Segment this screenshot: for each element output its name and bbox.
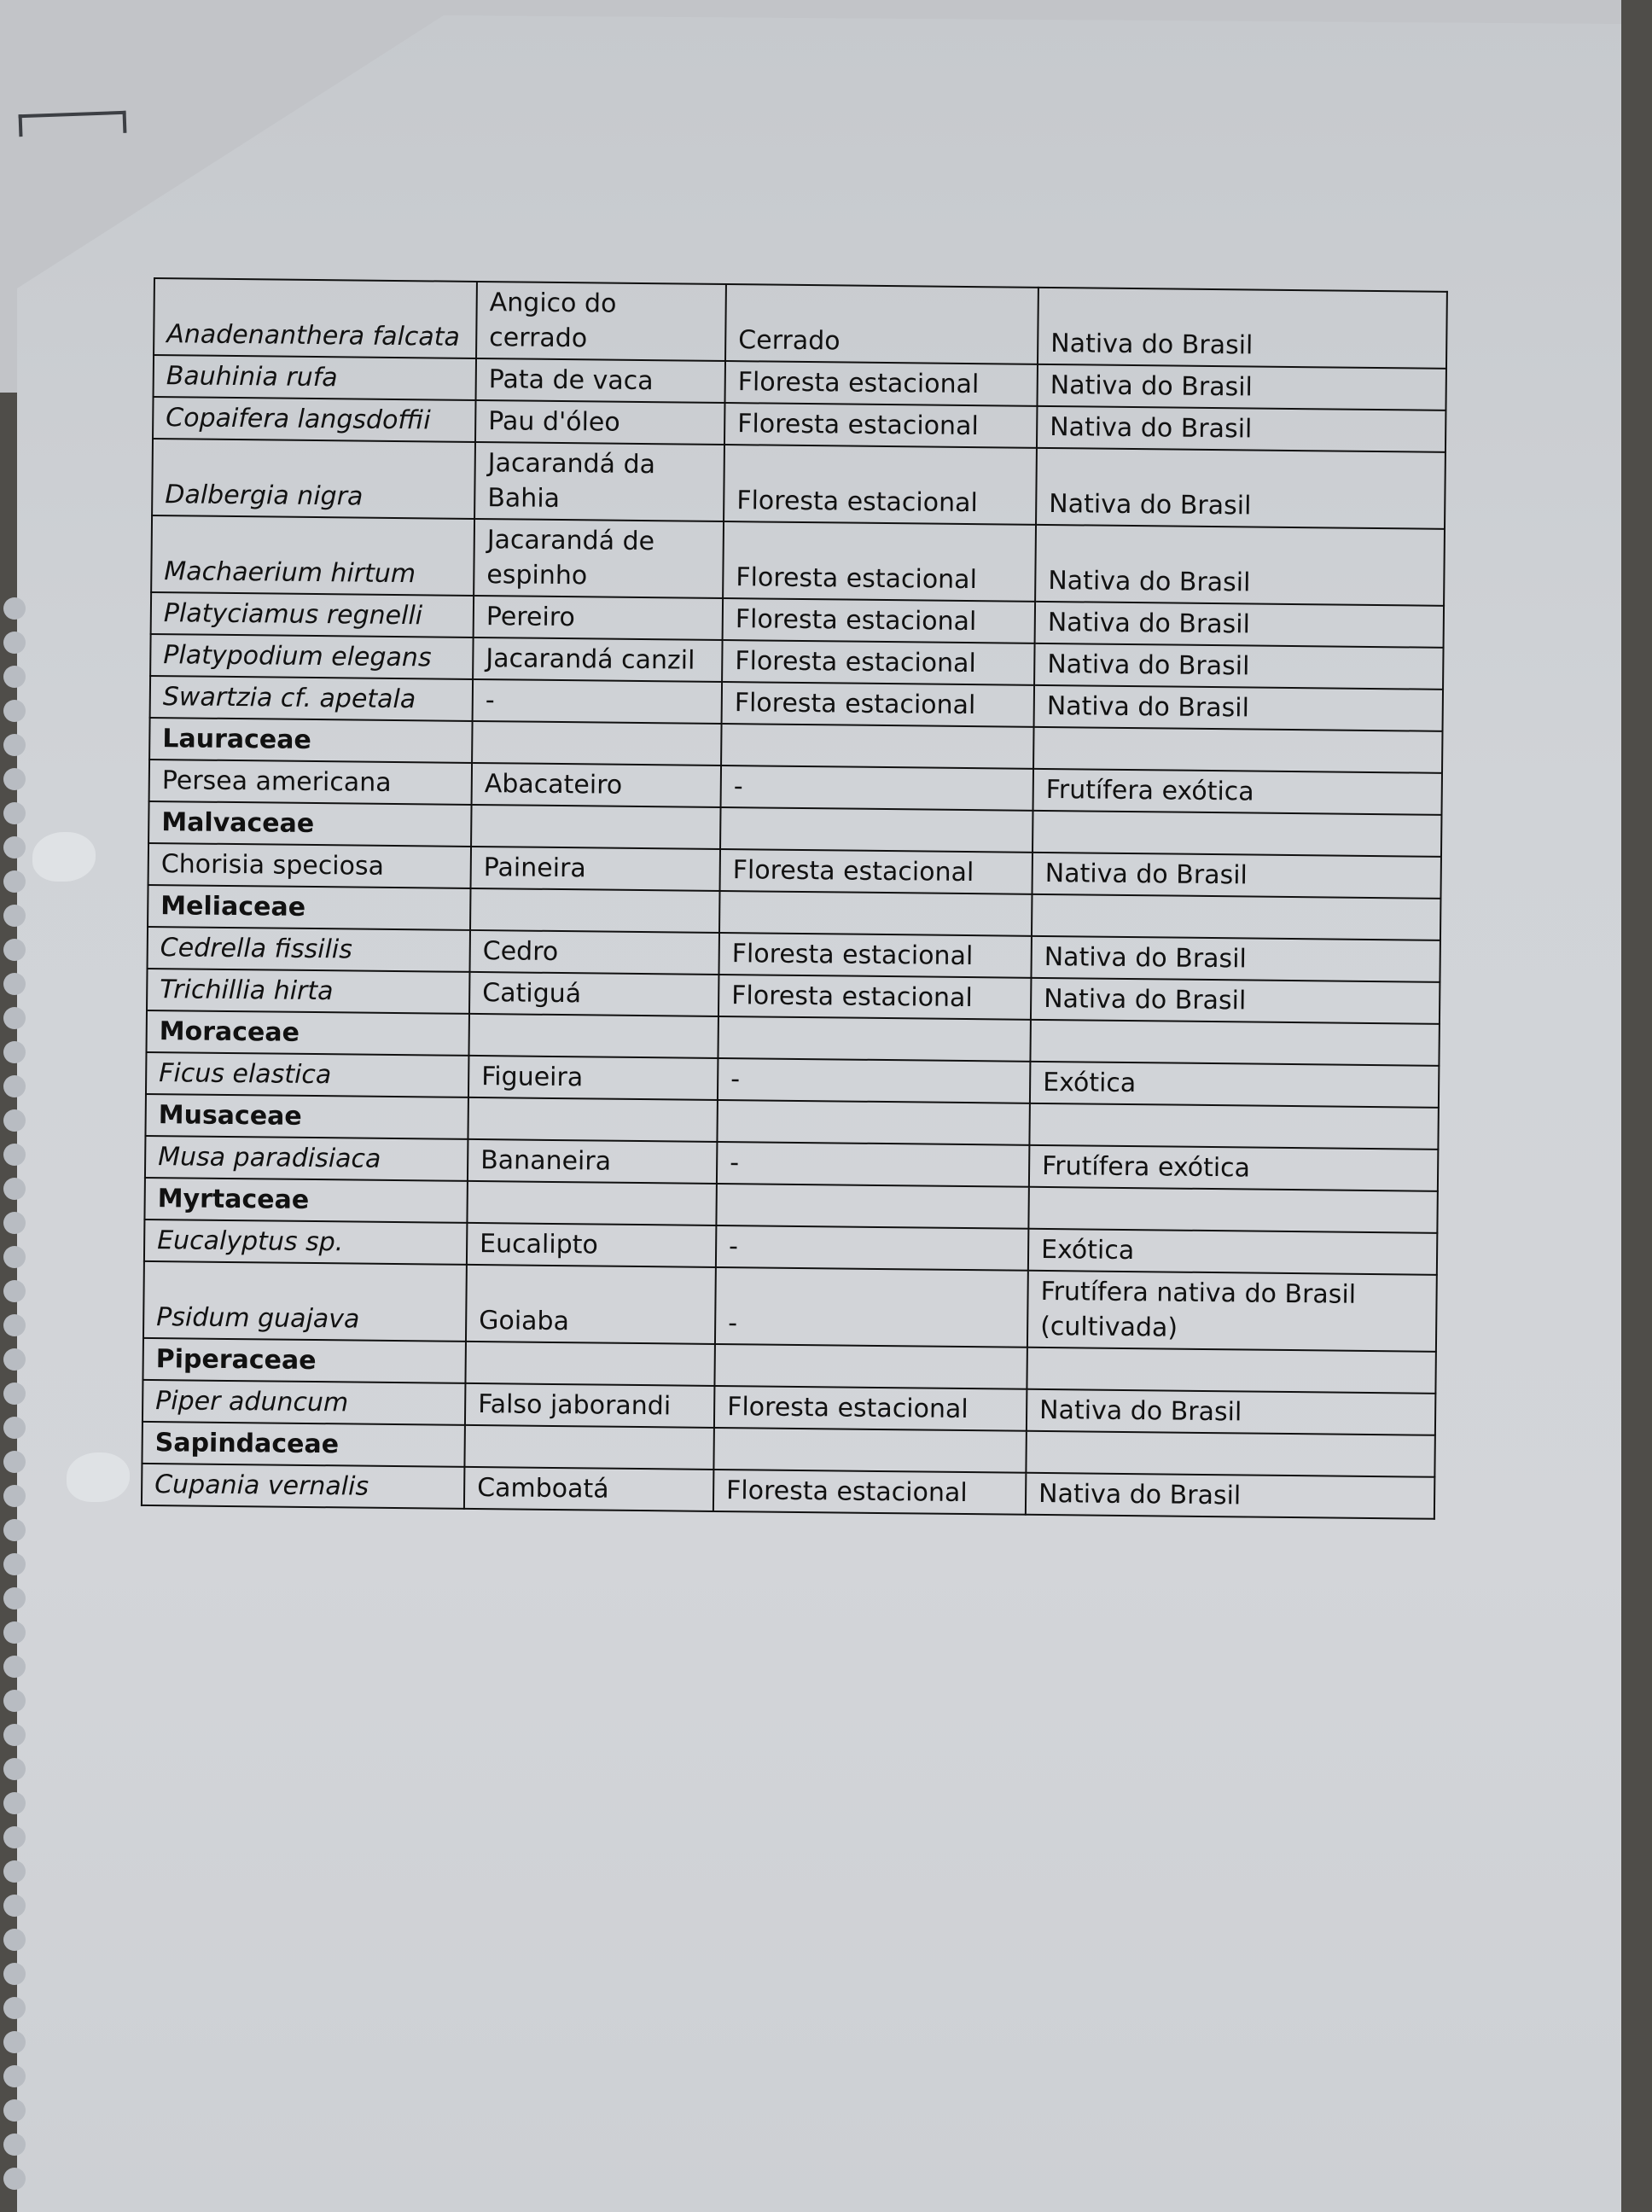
species-row [154, 278, 1447, 369]
family-name: Musaceae [145, 1094, 468, 1139]
origin-cell: Nativa do Brasil [1032, 853, 1440, 899]
common-name: Falso jaborandi [465, 1383, 714, 1428]
family-name: Piperaceae [143, 1338, 465, 1383]
habitat-cell: Floresta estacional [724, 445, 1037, 525]
binder-hole [3, 905, 26, 927]
habitat-cell: Floresta estacional [723, 598, 1035, 643]
binder-hole [3, 1519, 26, 1541]
torn-punch-hole [67, 1452, 130, 1502]
origin-cell: Frutífera nativa do Brasil (cultivada) [1027, 1271, 1437, 1352]
binder-hole [3, 2065, 26, 2087]
empty-cell [470, 888, 719, 933]
binder-hole [3, 1758, 26, 1780]
species-name: Platyciamus regnelli [151, 592, 474, 637]
common-name: Jacarandá da Bahia [474, 442, 724, 521]
empty-cell [719, 891, 1032, 936]
empty-cell [467, 1181, 716, 1225]
species-name: Platypodium elegans [150, 634, 473, 679]
binder-hole [3, 1587, 26, 1610]
origin-cell: Nativa do Brasil [1034, 685, 1443, 731]
habitat-cell: Floresta estacional [720, 849, 1032, 894]
binder-hole [3, 802, 26, 824]
common-name: Eucalipto [467, 1223, 716, 1267]
binder-hole [3, 2099, 26, 2122]
common-name: Pereiro [474, 596, 723, 640]
common-name: Abacateiro [472, 763, 721, 807]
binder-hole [3, 597, 26, 620]
empty-cell [1032, 811, 1441, 857]
habitat-cell: - [716, 1225, 1028, 1271]
empty-cell [1030, 1020, 1439, 1066]
common-name: Angico do cerrado [476, 282, 726, 361]
binder-hole [3, 666, 26, 688]
origin-cell: Nativa do Brasil [1026, 1473, 1434, 1519]
habitat-cell: Cerrado [725, 284, 1038, 364]
family-name: Sapindaceae [142, 1422, 464, 1467]
habitat-cell: - [717, 1142, 1029, 1187]
binder-hole [3, 1724, 26, 1746]
common-name: Pau d'óleo [475, 400, 724, 445]
common-name: Paineira [471, 847, 720, 891]
binder-hole [3, 870, 26, 893]
species-name: Chorisia speciosa [148, 843, 471, 888]
binder-hole [3, 1280, 26, 1302]
origin-cell: Frutífera exótica [1033, 769, 1442, 815]
species-name: Cedrella fissilis [148, 927, 470, 972]
habitat-cell: - [721, 765, 1033, 811]
common-name: Goiaba [466, 1265, 716, 1344]
origin-cell: Nativa do Brasil [1034, 643, 1443, 690]
empty-cell [1026, 1431, 1434, 1477]
binder-hole [3, 632, 26, 654]
species-name: Dalbergia nigra [152, 439, 475, 519]
origin-cell: Exótica [1028, 1229, 1437, 1275]
origin-cell: Nativa do Brasil [1035, 602, 1444, 648]
binder-hole [3, 836, 26, 859]
empty-cell [717, 1100, 1029, 1145]
origin-cell: Nativa do Brasil [1031, 936, 1440, 982]
binder-hole [3, 1929, 26, 1951]
species-table [141, 277, 1448, 1520]
binder-hole [3, 1007, 26, 1029]
empty-cell [718, 1016, 1030, 1062]
family-name: Meliaceae [148, 885, 470, 930]
habitat-cell: - [715, 1267, 1028, 1348]
empty-cell [1029, 1103, 1438, 1150]
binder-hole [3, 1690, 26, 1712]
species-name: Persea americana [149, 760, 472, 805]
species-row [152, 439, 1446, 529]
common-name: Cedro [469, 930, 718, 975]
binder-hole [3, 973, 26, 995]
empty-cell [713, 1428, 1026, 1473]
common-name: Catiguá [469, 972, 718, 1016]
species-name: Psidum guajava [143, 1261, 467, 1342]
family-name: Lauraceae [149, 718, 472, 763]
empty-cell [464, 1425, 713, 1470]
habitat-cell: Floresta estacional [724, 403, 1037, 448]
empty-cell [1027, 1348, 1435, 1394]
species-name: Musa paradisiaca [145, 1136, 468, 1181]
species-table-body [142, 278, 1447, 1519]
origin-cell: Nativa do Brasil [1037, 406, 1446, 452]
binder-hole [3, 1451, 26, 1473]
habitat-cell: Floresta estacional [714, 1386, 1027, 1431]
binder-hole [3, 939, 26, 961]
origin-cell: Nativa do Brasil [1038, 288, 1447, 369]
habitat-cell: Floresta estacional [724, 361, 1037, 406]
family-name: Moraceae [146, 1010, 468, 1056]
species-name: Anadenanthera falcata [154, 278, 477, 358]
binder-hole [3, 1860, 26, 1883]
staple [19, 111, 127, 137]
empty-cell [1032, 894, 1440, 940]
binder-hole [3, 1178, 26, 1200]
habitat-cell: - [718, 1058, 1030, 1103]
binder-hole [3, 1075, 26, 1097]
binder-hole [3, 1485, 26, 1507]
species-row [143, 1261, 1437, 1352]
species-name: Ficus elastica [146, 1052, 468, 1097]
species-name: Bauhinia rufa [154, 355, 476, 400]
species-name: Piper aduncum [143, 1380, 465, 1425]
family-name: Malvaceae [148, 801, 471, 847]
empty-cell [714, 1344, 1027, 1389]
origin-cell: Nativa do Brasil [1036, 448, 1446, 529]
origin-cell: Nativa do Brasil [1035, 525, 1445, 606]
binder-hole [3, 2031, 26, 2053]
binder-hole [3, 1109, 26, 1132]
habitat-cell: Floresta estacional [718, 975, 1031, 1020]
habitat-cell: Floresta estacional [722, 640, 1034, 685]
common-name: - [473, 679, 722, 724]
empty-cell [468, 1014, 718, 1058]
binder-hole [3, 1417, 26, 1439]
empty-cell [471, 805, 720, 849]
habitat-cell: Floresta estacional [723, 521, 1036, 602]
origin-cell: Frutífera exótica [1029, 1145, 1438, 1191]
species-name: Eucalyptus sp. [144, 1220, 467, 1265]
binder-hole [3, 1826, 26, 1848]
binder-hole [3, 1621, 26, 1644]
binder-hole [3, 1963, 26, 1985]
common-name: Camboatá [464, 1467, 713, 1511]
origin-cell: Nativa do Brasil [1027, 1389, 1435, 1435]
common-name: Figueira [468, 1056, 718, 1100]
origin-cell: Nativa do Brasil [1031, 978, 1440, 1024]
binder-hole [3, 1246, 26, 1268]
common-name: Jacarandá de espinho [474, 519, 724, 598]
binder-hole [3, 2168, 26, 2190]
empty-cell [1033, 727, 1442, 773]
species-name: Cupania vernalis [142, 1464, 464, 1509]
binder-hole [3, 1041, 26, 1063]
binder-hole [3, 734, 26, 756]
species-name: Machaerium hirtum [151, 515, 474, 596]
binder-hole [3, 1895, 26, 1917]
binder-hole [3, 1144, 26, 1166]
habitat-cell: Floresta estacional [718, 933, 1031, 978]
binder-hole [3, 1792, 26, 1814]
binder-hole [3, 1212, 26, 1234]
common-name: Pata de vaca [476, 358, 725, 403]
common-name: Jacarandá canzil [473, 637, 722, 682]
empty-cell [472, 721, 721, 765]
binder-hole [3, 1348, 26, 1371]
binder-hole [3, 2133, 26, 2156]
family-name: Myrtaceae [144, 1178, 467, 1223]
habitat-cell: Floresta estacional [713, 1470, 1026, 1515]
species-name: Trichillia hirta [147, 969, 469, 1014]
binder-hole [3, 1314, 26, 1336]
binder-hole [3, 1553, 26, 1575]
empty-cell [716, 1184, 1028, 1229]
empty-cell [465, 1342, 714, 1386]
empty-cell [720, 807, 1032, 853]
species-name: Copaifera langsdoffii [153, 397, 475, 442]
common-name: Bananeira [468, 1139, 717, 1184]
torn-punch-hole [32, 832, 96, 882]
binder-hole [3, 1656, 26, 1678]
binder-hole [3, 1997, 26, 2019]
species-name: Swartzia cf. apetala [150, 676, 473, 721]
origin-cell: Exótica [1030, 1062, 1439, 1108]
empty-cell [1028, 1187, 1437, 1233]
binder-hole [3, 700, 26, 722]
empty-cell [468, 1097, 717, 1142]
habitat-cell: Floresta estacional [722, 682, 1034, 727]
origin-cell: Nativa do Brasil [1037, 364, 1446, 410]
species-row [151, 515, 1445, 606]
empty-cell [721, 724, 1033, 769]
binder-hole [3, 768, 26, 790]
binder-hole [3, 1382, 26, 1405]
